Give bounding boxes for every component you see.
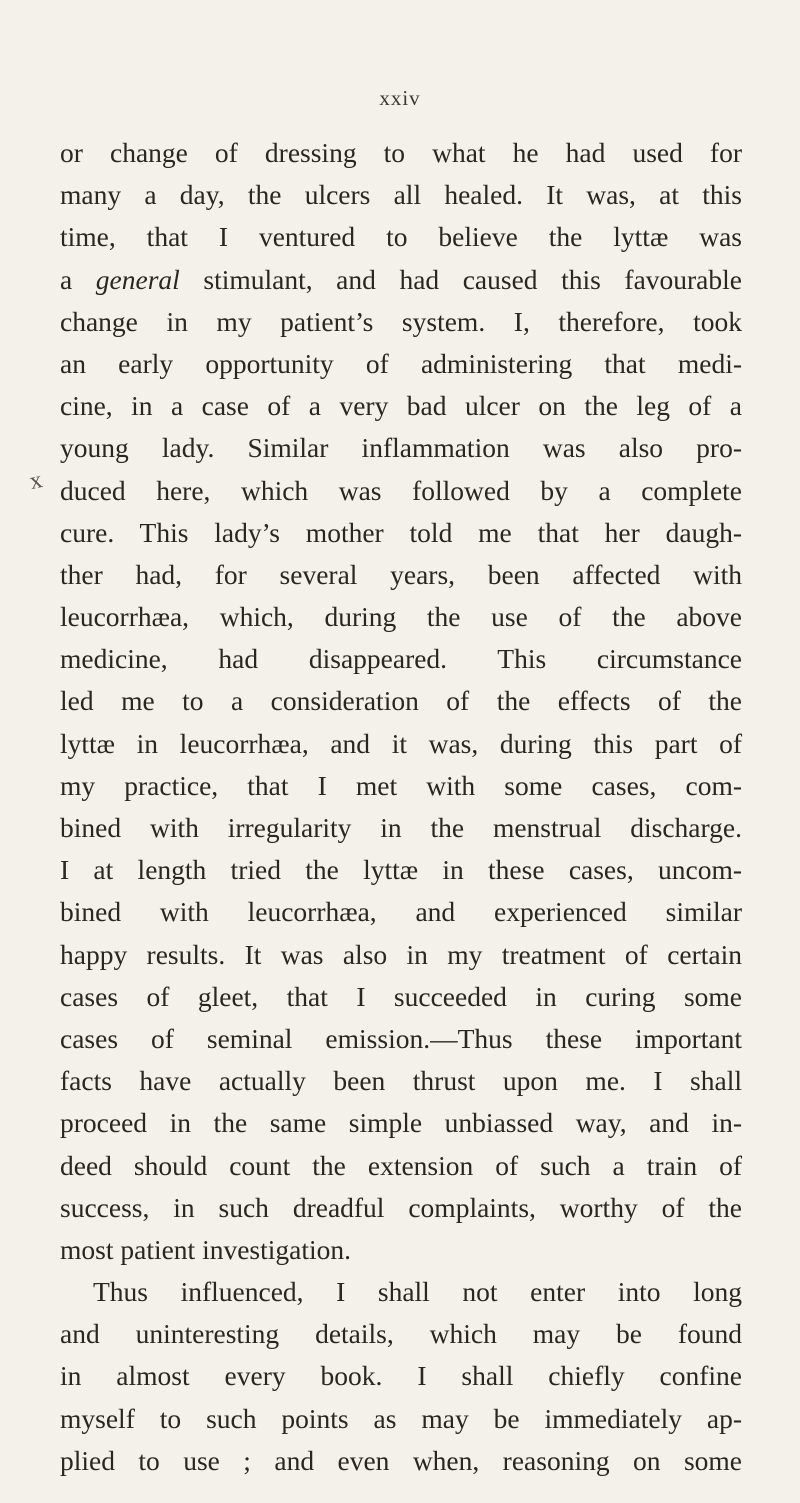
text-line: led me to a consideration of the effects of the: [60, 685, 742, 717]
text-line: facts have actually been thrust upon me. I shall: [60, 1065, 742, 1097]
paragraph-first-line: Thus influenced, I shall not enter into long: [93, 1276, 742, 1308]
text-line: cine, in a case of a very bad ulcer on the leg of a: [60, 390, 742, 422]
text-line: or change of dressing to what he had used for: [60, 137, 742, 168]
text-line: I at length tried the lyttæ in these cases, uncom-: [60, 854, 742, 886]
text-segment: a: [60, 263, 96, 295]
text-line: medicine, had disappeared. This circumstance: [60, 643, 742, 675]
text-line: change in my patient’s system. I, therefore, took: [60, 305, 742, 337]
text-line: happy results. It was also in my treatment of certain: [60, 938, 742, 970]
text-line: deed should count the extension of such a train of: [60, 1149, 742, 1181]
text-line: duced here, which was followed by a complete: [60, 474, 742, 506]
body-text: [60, 132, 742, 1482]
text-line: ther had, for several years, been affected with: [60, 558, 742, 590]
text-line: an early opportunity of administering that medi-: [60, 347, 742, 379]
text-line: bined with leucorrhæa, and experienced similar: [60, 896, 742, 928]
text-line: bined with irregularity in the menstrual discharge.: [60, 812, 742, 843]
text-line: plied to use ; and even when, reasoning on some: [60, 1444, 742, 1476]
text-line: cure. This lady’s mother told me that her daugh-: [60, 516, 742, 548]
text-line: cases of gleet, that I succeeded in curing some: [60, 980, 742, 1012]
text-line: lyttæ in leucorrhæa, and it was, during this part of: [60, 727, 742, 759]
text-line-with-emphasis: [60, 259, 742, 301]
text-line: leucorrhæa, which, during the use of the above: [60, 601, 742, 633]
text-line: cases of seminal emission.—Thus these important: [60, 1022, 742, 1054]
text-line: my practice, that I met with some cases, com-: [60, 769, 742, 801]
text-line: young lady. Similar inflammation was also pro-: [60, 432, 742, 464]
text-line: many a day, the ulcers all healed. It was, at this: [60, 179, 742, 211]
text-line: success, in such dreadful complaints, worthy of the: [60, 1191, 742, 1223]
text-line: proceed in the same simple unbiassed way, and in-: [60, 1107, 742, 1139]
text-line: in almost every book. I shall chiefly confine: [60, 1360, 742, 1392]
margin-annotation-mark: x: [27, 467, 45, 495]
text-line: time, that I ventured to believe the lyttæ was: [60, 221, 742, 253]
text-line: myself to such points as may be immediately ap-: [60, 1402, 742, 1434]
text-line: most patient investigation.: [60, 1233, 352, 1265]
emphasized-word: general: [95, 263, 180, 295]
text-line: and uninteresting details, which may be found: [60, 1318, 742, 1350]
text-segment: stimulant, and had caused this favourable: [179, 263, 742, 295]
page-number: xxiv: [379, 86, 421, 110]
